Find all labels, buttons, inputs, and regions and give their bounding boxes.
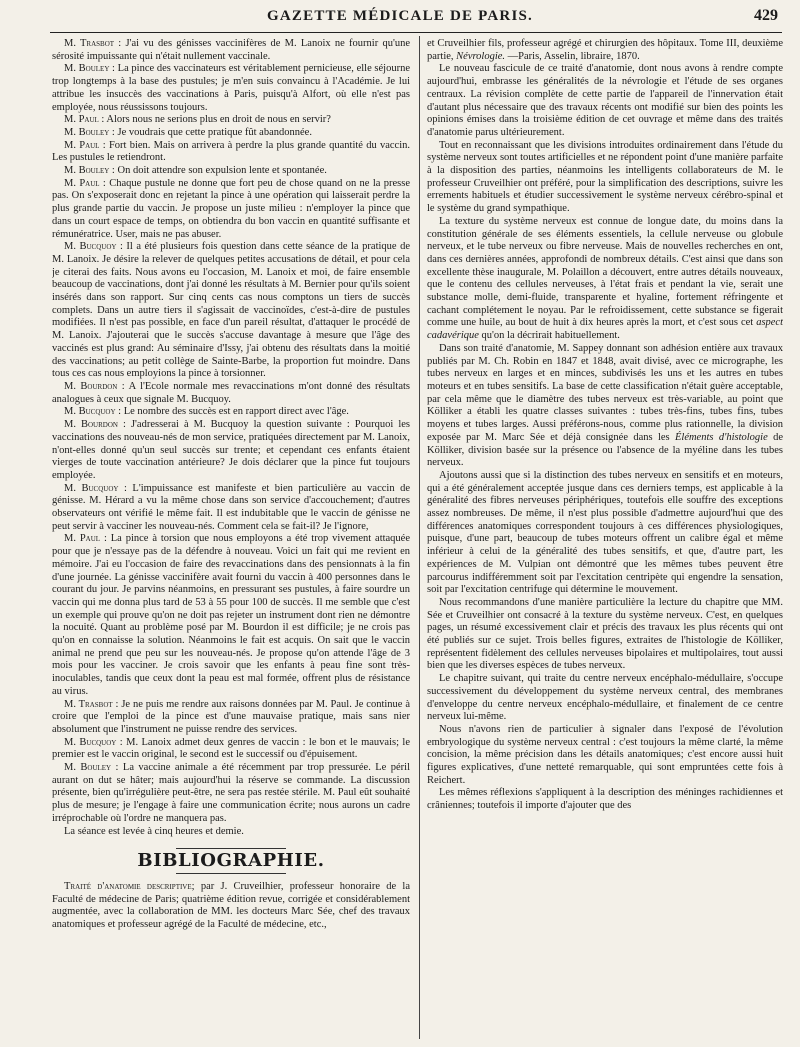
review-paragraph: [427, 140, 783, 216]
paragraph-text: A l'Ecole normale mes revaccinations m'ont donné des résultats analogues à ceux que signale M. Bucquoy.: [52, 380, 410, 405]
paragraph-text: M. Lanoix admet deux genres de vaccin : le bon et le mauvais; le premier est le vaccin original, le second est le successif ou d'épuisement.: [52, 736, 410, 761]
debate-paragraph: [52, 381, 410, 406]
paragraph-tail: qu'on la décrirait habituellement.: [481, 330, 620, 342]
speaker-name: M. Bourdon :: [64, 380, 125, 392]
debate-paragraph: [52, 63, 410, 114]
debate-paragraph: [52, 38, 410, 63]
paragraph-text: Fort bien. Mais on arrivera à perdre la plus grande quantité du vaccin. Les pustules le retiendront.: [52, 139, 410, 164]
speaker-name: M. Bouley :: [64, 762, 119, 774]
paragraph-text: La texture du système nerveux est connue de longue date, du moins dans la constitution générale de ses éléments essentiels, la cellule nerveuse ou globule nerveux, et le tube nerveux ou fibre nerveuse. Mais de nouvelles recherches en ont, dans ces dernières années, approfondi de nombreux détails. C'est ainsi que dans son excellente thèse inaugurale, M. Polaillon a découvert, entre autres détails nouveaux, que le contenu des cellules nerveuses, à l'état frais et pendant la vie, serait une substance molle, demi-fluide, transparente et hyaline, fortement réfringente et cachant complétement le noyau. Par le refroidissement, cette substance se figerait comme une huile, au bout de huit à dix heures après la mort, et c'est sous cet: [427, 215, 783, 329]
speaker-name: M. Bucquoy :: [64, 406, 122, 418]
paragraph-text: La pince des vaccinateurs est véritablement pernicieuse, elle séjourne trop longtemps à la base des pustules; je m'en suis convaincu à l'Académie. Je lui attribue les insuccès des vaccinations à Paris, puisqu'à Alfort, où elle n'est pas employée, nous réussissons toujours.: [52, 63, 410, 113]
debate-paragraph: [52, 114, 410, 127]
paragraph-text: Alors nous ne serions plus en droit de nous en servir?: [106, 114, 331, 126]
paragraph-text: Les mêmes réflexions s'appliquent à la description des méninges rachidiennes et crâniennes; toutefois il importe d'ajouter que des: [427, 787, 783, 812]
debate-paragraph: [52, 826, 410, 839]
review-paragraph: [427, 343, 783, 470]
running-title: GAZETTE MÉDICALE DE PARIS.: [267, 8, 533, 24]
bibliography-heading: [52, 848, 410, 874]
paragraph-text: Nous n'avons rien de particulier à signaler dans l'exposé de l'évolution embryologique du système nerveux central : c'est toujours la même clarté, la même concision, la même précision dans les détails anatomiques; c'est encore aussi huit figures explicatives, d'une netteté remarquable, qui sont empruntées cette fois à Reichert.: [427, 723, 783, 786]
paragraph-text: Je voudrais que cette pratique fût abandonnée.: [117, 126, 312, 138]
paragraph-text: Dans son traité d'anatomie, M. Sappey donnant son adhésion entière aux travaux publiés par M. Ch. Robin en 1847 et 1848, avait divisé, avec ce micrographe, les tubes nerveux en larges et en minces, subdivisés les uns et les autres en tubes moteurs et en tubes sensitifs. La base de cette classification n'était guère acceptable, par cela même que le diamètre des tubes nerveux est très-variable, au point que Kölliker a établi les quatre classes suivantes : tubes très-fins, tubes fins, tubes moyens et tubes larges. Aussi préférons-nous, comme plus rationnelle, la division exposée par M. Marc Sée et déjà consignée dans les: [427, 342, 783, 443]
debate-paragraph: [52, 178, 410, 242]
left-column-paragraphs: [52, 38, 410, 838]
italic-title: Névrologie.: [456, 50, 506, 62]
paragraph-tail: de Kölliker, division basée sur la présence ou l'absence de la myéline dans les tubes nerveux.: [427, 431, 783, 469]
review-paragraph: [427, 597, 783, 673]
bibliography-title: BIBLIOGRAPHIE.: [137, 850, 325, 872]
header-rule: [50, 32, 782, 33]
paragraph-text: Chaque pustule ne donne que fort peu de chose quand on ne la presse pas. On s'exposerait donc en rejetant la pince à une opération qui laisserait perdre la plus grande partie du vaccin. Je propose un juste milieu : n'employer la pince que dans un court espace de temps, on obtiendra du bon vaccin en quantité suffisante et rémunératrice. User, mais ne pas abuser.: [52, 177, 410, 240]
debate-paragraph: [52, 483, 410, 534]
speaker-name: M. Bucquoy :: [64, 736, 123, 748]
speaker-name: M. Bouley :: [64, 63, 115, 75]
paragraph-tail: —Paris, Asselin, libraire, 1870.: [507, 50, 640, 62]
debate-paragraph: [52, 127, 410, 140]
paragraph-text: Le nouveau fascicule de ce traité d'anatomie, dont nous avons à rendre compte aujourd'hui, embrasse les généralités de la névrologie et l'étude de ses organes centraux. La révision complète de cette partie de l'appareil de l'innervation était d'autant plus nécessaire que des travaux récents ont modifié sur bien des points les opinions émises dans la troisième édition de cet ouvrage et même dans des traités d'anatomie parus ultérieurement.: [427, 63, 783, 138]
right-column-paragraphs: [427, 38, 783, 813]
paragraph-text: Nous recommandons d'une manière particulière la lecture du chapitre que MM. Sée et Cruveilhier ont consacré à la texture du système nerveux. C'est, en quelques pages, un résumé excessivement clair et précis des travaux les plus récents qui ont été publiés sur ce sujet. Trois belles figures, extraites de l'histologie de Kölliker, représentent fidèlement des cellules nerveuses bipolaires et multipolaires, tout aussi bien que les diverses espèces de tubes nerveux.: [427, 596, 783, 672]
paragraph-text: Ajoutons aussi que si la distinction des tubes nerveux en sensitifs et en moteurs, qui a été généralement acceptée jusque dans ces derniers temps, est applicable à la généralité des fibres nerveuses périphériques, toutefois elle souffre des exceptions assez nombreuses. De même, il n'est plus possible d'admettre aujourd'hui que des différences anatomiques correspondent toujours à ces différences physiologiques, puisque, d'une part, beaucoup de tubes moteurs offrent un calibre égal et même inférieur à celui de la généralité des tubes sensitifs, et que, d'autre part, les expériences de M. Vulpian ont démontré que les mêmes tubes peuvent être parcourus indifféremment soit par l'excitation centripète qui engendre la sensation, soit par l'excitation centrifuge qui détermine le mouvement.: [427, 469, 783, 596]
review-paragraph: [427, 38, 783, 63]
review-paragraph: [427, 470, 783, 597]
speaker-name: M. Paul :: [64, 114, 105, 126]
review-paragraph: [427, 787, 783, 812]
bibliography-text: par J. Cruveilhier, professeur honoraire de la Faculté de médecine de Paris; quatrième édition revue, corrigée et considérablement augmentée, avec la collaboration de MM. les docteurs Marc Sée, chef des travaux anatomiques et professeur agrégé de la Faculté de médecine, etc.,: [52, 881, 410, 931]
italic-title: aspect cadavérique: [427, 317, 783, 342]
debate-paragraph: [52, 406, 410, 419]
italic-title: Éléments d'histologie: [674, 431, 768, 443]
debate-paragraph: [52, 140, 410, 165]
paragraph-text: La vaccine animale a été récemment par trop pressurée. Le péril aurant on dut se hâter; mais aujourd'hui la réserve se commande. La discussion présente, bien qu'irrégulière peut-être, ne sera pas restée stérile. M. Paul eût souhaité plus de mesure; je l'engage à faire une communication écrite; nous aurons un cadre irréprochable où l'ordre ne manquera pas.: [52, 762, 410, 824]
speaker-name: M. Bucquoy :: [64, 241, 123, 253]
debate-paragraph: [52, 699, 410, 737]
bibliography-entry: [52, 881, 410, 932]
review-paragraph: [427, 63, 783, 139]
page-number: 429: [754, 7, 778, 24]
debate-paragraph: [52, 241, 410, 381]
speaker-name: M. Paul :: [64, 533, 107, 545]
debate-paragraph: [52, 533, 410, 698]
paragraph-text: et Cruveilhier fils, professeur agrégé et chirurgien des hôpitaux. Tome III, deuxième partie,: [427, 38, 783, 62]
bibliography-lead: Traité d'anatomie descriptive;: [64, 881, 195, 892]
paragraph-text: L'impuissance est manifeste et bien particulière au vaccin de génisse. M. Hérard a vu la même chose dans son service d'accouchement; d'autres observateurs ont vérifié le même fait. Il est indubitable que le vaccin de génisse ne peut servir à vacciner les nouveau-nés. Comment cela se fait-il? Je l'ignore,: [52, 482, 410, 532]
column-divider: [419, 36, 420, 1039]
left-column: [52, 38, 410, 1043]
debate-paragraph: [52, 165, 410, 178]
speaker-name: M. Bourdon :: [64, 419, 126, 431]
right-column: [427, 38, 783, 1043]
speaker-name: M. Trasbot :: [64, 698, 119, 710]
review-paragraph: [427, 724, 783, 788]
paragraph-text: La séance est levée à cinq heures et demie.: [64, 825, 244, 837]
debate-paragraph: [52, 419, 410, 483]
review-paragraph: [427, 673, 783, 724]
speaker-name: M. Bucquoy :: [64, 482, 127, 494]
debate-paragraph: [52, 762, 410, 826]
paragraph-text: Il a été plusieurs fois question dans cette séance de la pratique de M. Lanoix. Je désire la relever de quelques petites accusations de détail, et pour cela je citerai des faits. Nous avons eu l'occasion, M. Lanoix et moi, de faire ensemble beaucoup de vaccinations, dont j'ai donné les résultats à M. Bernier pour qu'ils soient insérés dans son rapport. Sur cinq cents cas nous comptons un tiers de succès complets. Dans un autre tiers il s'agissait de vaccinoïdes, c'est-à-dire de pustules modifiées. Il n'est pas possible, en face d'un pareil résultat, d'attaquer le procédé de M. Lanoix. J'ajouterai que le succès s'accuse davantage à mesure que l'âge des vaccinés est plus grand: Au séminaire d'Issy, j'ai obtenu des résultats dans la moitié des vaccinations; au petit collège de Sainte-Barbe, la proportion fut moindre. Dans tous ces cas nous employions la pince à torsionner.: [52, 241, 410, 380]
speaker-name: M. Bouley :: [64, 165, 115, 177]
paragraph-text: Tout en reconnaissant que les divisions introduites ordinairement dans l'étude du système nerveux sont toutes artificielles et ne répondent point d'une manière parfaite à la disposition des parties, néanmoins les intelligents collaborateurs de M. le professeur Cruveilhier ont préféré, pour la simplification des descriptions, suivre les errements habituels et étudier successivement le système nerveux cérébro-spinal et le système du grand sympathique.: [427, 139, 783, 215]
paragraph-text: J'adresserai à M. Bucquoy la question suivante : Pourquoi les vaccinations des nouveau-nés de mon service, pratiquées directement par M. Lanoix, n'ont-elles donné qu'un seul succès sur trente; et cependant ces enfants étaient vierges de toute vaccination antérieure? Je dois déclarer que la pince fut toujours employée.: [52, 419, 410, 481]
speaker-name: M. Paul :: [64, 139, 106, 151]
paragraph-text: J'ai vu des génisses vaccinifères de M. Lanoix ne fournir qu'une sérosité impuissante qui n'était nullement vaccinale.: [52, 38, 410, 62]
paragraph-text: Je ne puis me rendre aux raisons données par M. Paul. Je continue à croire que l'emploi de la pince est d'une mauvaise pratique, mais sans nier absolument que l'instrument ne puisse rendre des services.: [52, 698, 410, 735]
speaker-name: M. Trasbot :: [64, 38, 122, 49]
debate-paragraph: [52, 737, 410, 762]
paragraph-text: La pince à torsion que nous employons a été trop vivement attaquée pour que je n'essaye pas de la défendre à nouveau. Voici un fait qui me revient en mémoire. J'ai eu l'occasion de faire des revaccinations dans des pensionnats à la fin d'une journée. La génisse vaccinifère avait fourni du vaccin à 400 personnes dans le courant du jour. Je parvins néanmoins, en pressurant ses pustules, à faire sourdre un vaccin qui me donna plus tard de 53 à 55 pour 100 de succès. Il me semble que c'est un exemple qui prouve qu'on ne doit pas rejeter un instrument dont rien ne démontre la nocuité. Quant au problème posé par M. Bourdon il est difficile; je ne crois pas qu'on en connaisse la solution. Néanmoins le fait est acquis. On sait que le vaccin animal ne prend que peu sur les nouveau-nés. Je propose qu'on attende l'âge de 3 mois pour les vacciner. Je crois savoir que les enfants à peau fine sont très-inoculables, tandis que ceux dont la peau est mal formée, offrent plus de résistance au virus.: [52, 533, 410, 697]
paragraph-text: Le chapitre suivant, qui traite du centre nerveux encéphalo-médullaire, s'occupe successivement du développement du système nerveux central, des membranes d'enveloppe du centre nerveux encéphalo-médullaire, et finalement de ce centre nerveux lui-même.: [427, 673, 783, 723]
speaker-name: M. Paul :: [64, 177, 106, 189]
bibliography-rule-top: [176, 848, 286, 849]
review-paragraph: [427, 216, 783, 343]
paragraph-text: Le nombre des succès est en rapport direct avec l'âge.: [123, 406, 349, 418]
speaker-name: M. Bouley :: [64, 126, 115, 138]
paragraph-text: On doit attendre son expulsion lente et spontanée.: [117, 165, 327, 177]
bibliography-rule-bottom: [176, 873, 286, 874]
